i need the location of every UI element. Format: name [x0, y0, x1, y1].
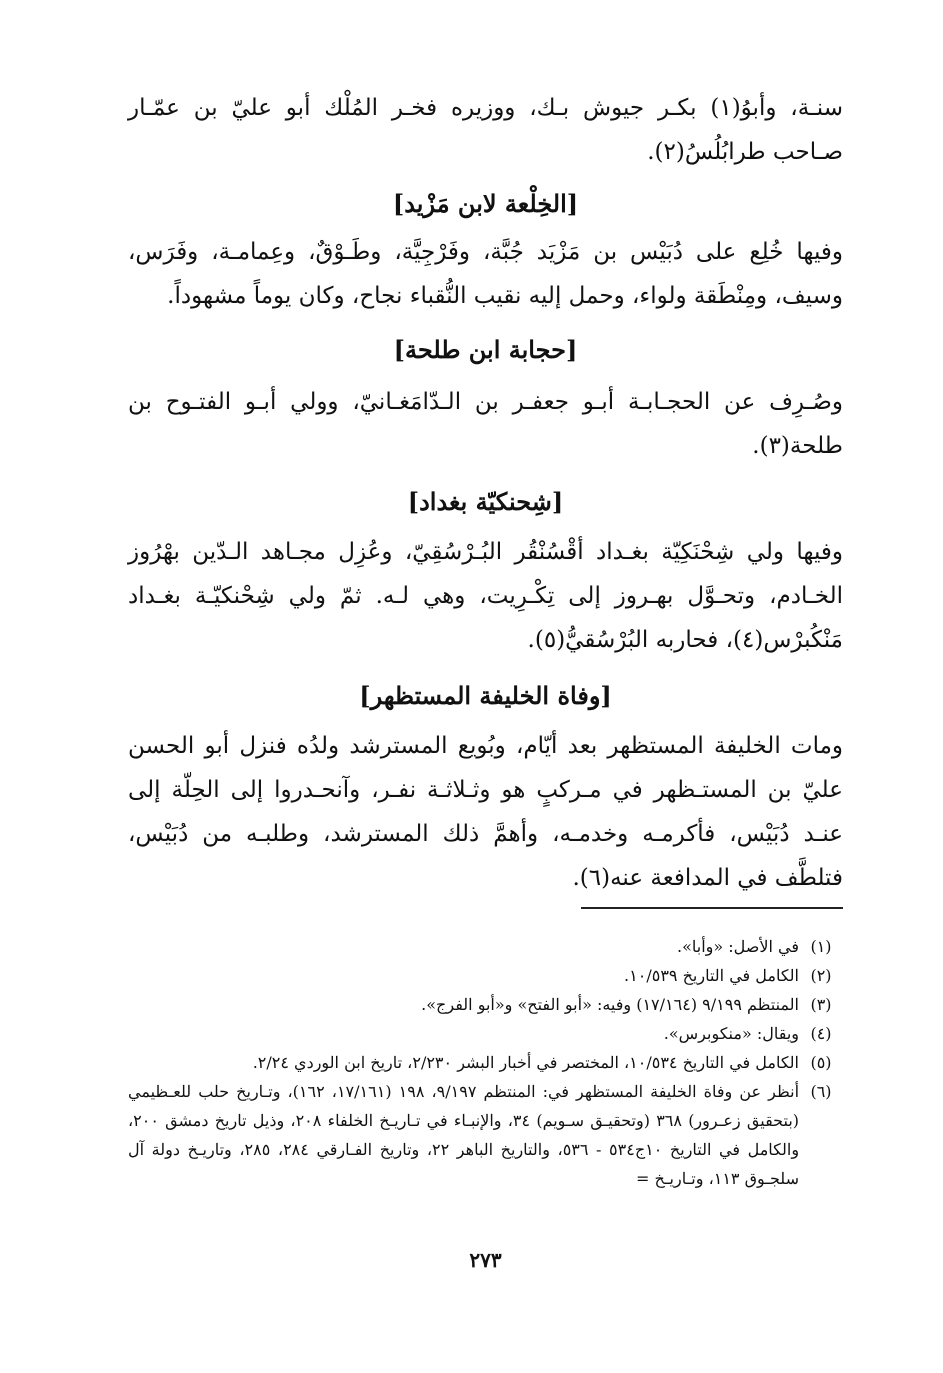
page-number: ٢٧٣: [469, 1248, 502, 1272]
footnote: [128, 932, 843, 961]
paragraph-1: سنـة، وأبوُ(١) بكـر جيوش بـك، ووزيره فخـر المُلْك أبو عليّ بن عمّـار صـاحب طرابُلُسُ(٢).: [128, 95, 843, 165]
book-page: [128, 0, 843, 1373]
footnote-text: أنظر عن وفاة الخليفة المستظهر في: المنتظم ٩/١٩٧، ١٩٨ (١٧/١٦١، ١٦٢)، وتـاريخ حلب للعـظيمي (بتحقيق زعـرور) ٣٦٨ (وتحقيـق سـويم) ٣٤، والإنبـاء في تـاريـخ الخلفاء ٢٠٨، وذيل تاريخ دمشق ٢٠٠، والكامل في التاريخ ١٠ج٥٣٤ - ٥٣٦، والتاريخ الباهر ٢٢، وتاريخ الفـارقي ٢٨٤، ٢٨٥، وتاريـخ دولة آل سلجـوق ١١٣، وتـاريـخ =: [128, 1082, 800, 1188]
paragraph-5: ومات الخليفة المستظهر بعد أيّام، وبُويع المسترشد ولدُه فنزل أبو الحسن عليّ بن المستـظهر في مـركبٍ هو وثـلاثـة نفـر، وآنحـدروا إلى الحِلّة إلى عنـد دُبَيْس، فأكرمـه وخدمـه، وأهمَّ ذلك المسترشد، وطلبـه من دُبَيْس، فتلطَّف في المدافعة عنه(٦).: [128, 733, 844, 891]
footnote: [128, 1077, 843, 1193]
paragraph-4: وفيها ولي شِحْنَكِيّة بغـداد أقْسُنْقُر البُـرْسُقِيّ، وعُزِل مجـاهد الـدّين بهْرُوز الخـادم، وتحـوَّل بهـروز إلى تِكْـرِيت، وهي لـه. ثمّ ولي شِحْنكيّـة بغـداد مَنْكُبرْس(٤)، فحاربه البُرْسُقيُّ(٥).: [128, 539, 844, 653]
paragraph-3: وصُـرِف عن الحجـابـة أبـو جعفـر بن الـدّامَغـانيّ، وولي أبـو الفتـوح بن طلحة(٣).: [128, 389, 843, 459]
heading-death-of-mustazhir: [وفاة الخليفة المستظهر]: [359, 681, 612, 710]
body-text: [128, 86, 843, 900]
footnote-text: الكامل في التاريخ ١٠/٥٣٩.: [624, 966, 799, 985]
footnote-text: الكامل في التاريخ ١٠/٥٣٤، المختصر في أخبار البشر ٢/٢٣٠، تاريخ ابن الوردي ٢/٢٤.: [252, 1053, 799, 1072]
footnote: [128, 961, 843, 990]
footnote-separator: [581, 907, 843, 909]
footnote: [128, 990, 843, 1019]
footnote: [128, 1019, 843, 1048]
footnote: [128, 1048, 843, 1077]
footnote-text: المنتظم ٩/١٩٩ (١٧/١٦٤) وفيه: «أبو الفتح» و«أبو الفرج».: [421, 995, 799, 1014]
footnote-number: (٦): [810, 1082, 832, 1101]
footnote-text: في الأصل: «وأبا».: [677, 937, 799, 956]
footnote-number: (١): [810, 937, 832, 956]
footnote-number: (٤): [810, 1024, 832, 1043]
heading-ibn-mazyad-robe: [الخِلْعة لابن مَزْيد]: [392, 189, 579, 218]
paragraph-2: وفيها خُلِع على دُبَيْس بن مَزْيَد جُبَّة، وفَرْجِيَّة، وطَـوْقٌ، وعِمامـة، وفَرَس، وسيف، ومِنْطَقة ولواء، وحمل إليه نقيب النُّقباء نجاح، وكان يوماً مشهوداً.: [128, 239, 843, 309]
footnote-number: (٣): [810, 995, 832, 1014]
footnote-number: (٥): [810, 1053, 832, 1072]
footnotes: [128, 932, 843, 1193]
heading-ibn-talha-chamberlain: [حجابة ابن طلحة]: [393, 335, 578, 364]
footnote-text: ويقال: «منكوبرس».: [663, 1024, 799, 1043]
heading-baghdad-shihna: [شِحنكيّة بغداد]: [407, 487, 564, 516]
footnote-number: (٢): [810, 966, 832, 985]
